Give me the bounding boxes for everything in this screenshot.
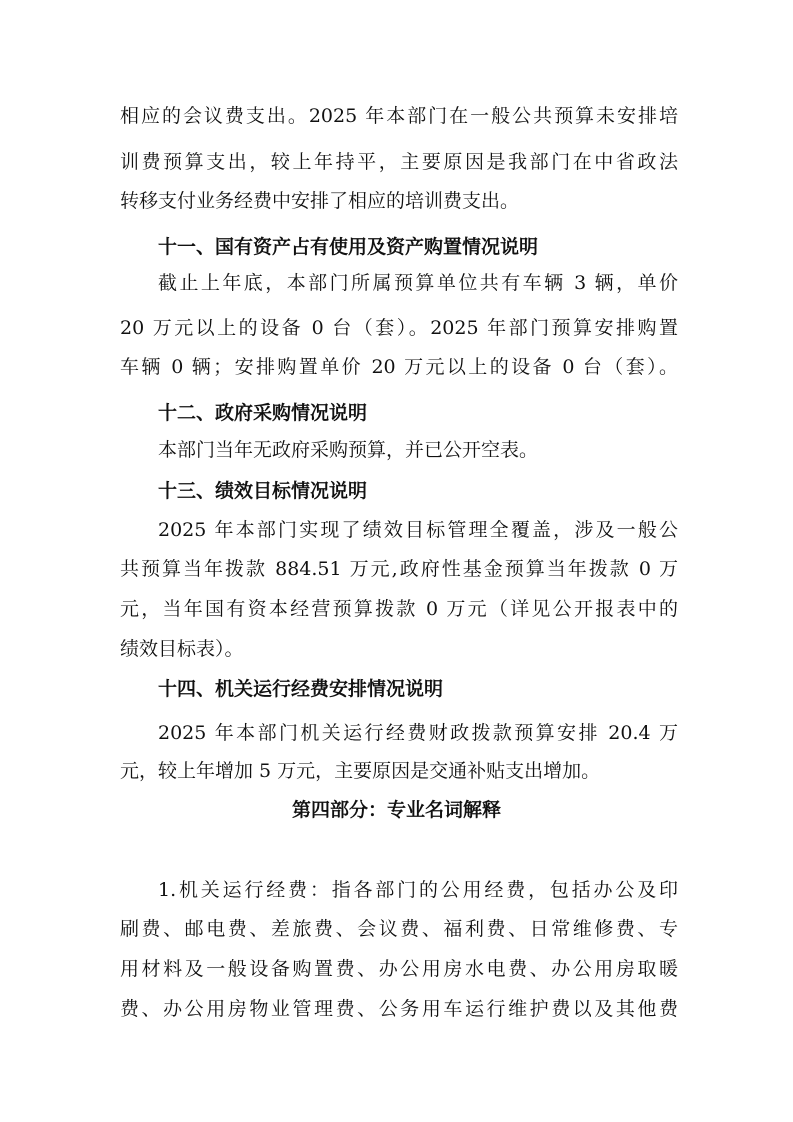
section-14-line-1: 2025 年本部门机关运行经费财政拨款预算安排 20.4 万 bbox=[158, 722, 678, 744]
section-12-line-1: 本部门当年无政府采购预算，并已公开空表。 bbox=[158, 439, 539, 461]
section-12-heading: 十二、政府采购情况说明 bbox=[158, 402, 368, 424]
section-11-heading: 十一、国有资产占有使用及资产购置情况说明 bbox=[158, 236, 539, 258]
section-13-line-2: 共预算当年拨款 884.51 万元,政府性基金预算当年拨款 0 万 bbox=[120, 558, 678, 580]
section-14-heading: 十四、机关运行经费安排情况说明 bbox=[158, 678, 444, 700]
section-13-heading: 十三、绩效目标情况说明 bbox=[158, 480, 368, 502]
part-4-line-2: 刷费、邮电费、差旅费、会议费、福利费、日常维修费、专 bbox=[120, 918, 678, 940]
intro-line-3: 转移支付业务经费中安排了相应的培训费支出。 bbox=[120, 190, 520, 212]
section-11-line-3: 车辆 0 辆；安排购置单价 20 万元以上的设备 0 台（套）。 bbox=[120, 356, 678, 378]
section-13-line-1: 2025 年本部门实现了绩效目标管理全覆盖，涉及一般公 bbox=[158, 519, 678, 541]
part-4-line-3: 用材料及一般设备购置费、办公用房水电费、办公用房取暖 bbox=[120, 958, 678, 980]
part-4-line-1: 1.机关运行经费：指各部门的公用经费，包括办公及印 bbox=[158, 879, 678, 901]
intro-line-2: 训费预算支出，较上年持平，主要原因是我部门在中省政法 bbox=[120, 151, 678, 173]
part-4-line-4: 费、办公用房物业管理费、公务用车运行维护费以及其他费 bbox=[120, 998, 678, 1020]
section-11-line-1: 截止上年底，本部门所属预算单位共有车辆 3 辆，单价 bbox=[158, 272, 678, 294]
part-4-title: 第四部分：专业名词解释 bbox=[291, 799, 501, 821]
section-11-line-2: 20 万元以上的设备 0 台（套）。2025 年部门预算安排购置 bbox=[120, 317, 678, 339]
intro-line-1: 相应的会议费支出。2025 年本部门在一般公共预算未安排培 bbox=[120, 105, 678, 127]
section-14-line-2: 元，较上年增加 5 万元，主要原因是交通补贴支出增加。 bbox=[120, 760, 601, 782]
section-13-line-4: 绩效目标表）。 bbox=[120, 638, 244, 660]
section-13-line-3: 元，当年国有资本经营预算拨款 0 万元（详见公开报表中的 bbox=[120, 598, 678, 620]
